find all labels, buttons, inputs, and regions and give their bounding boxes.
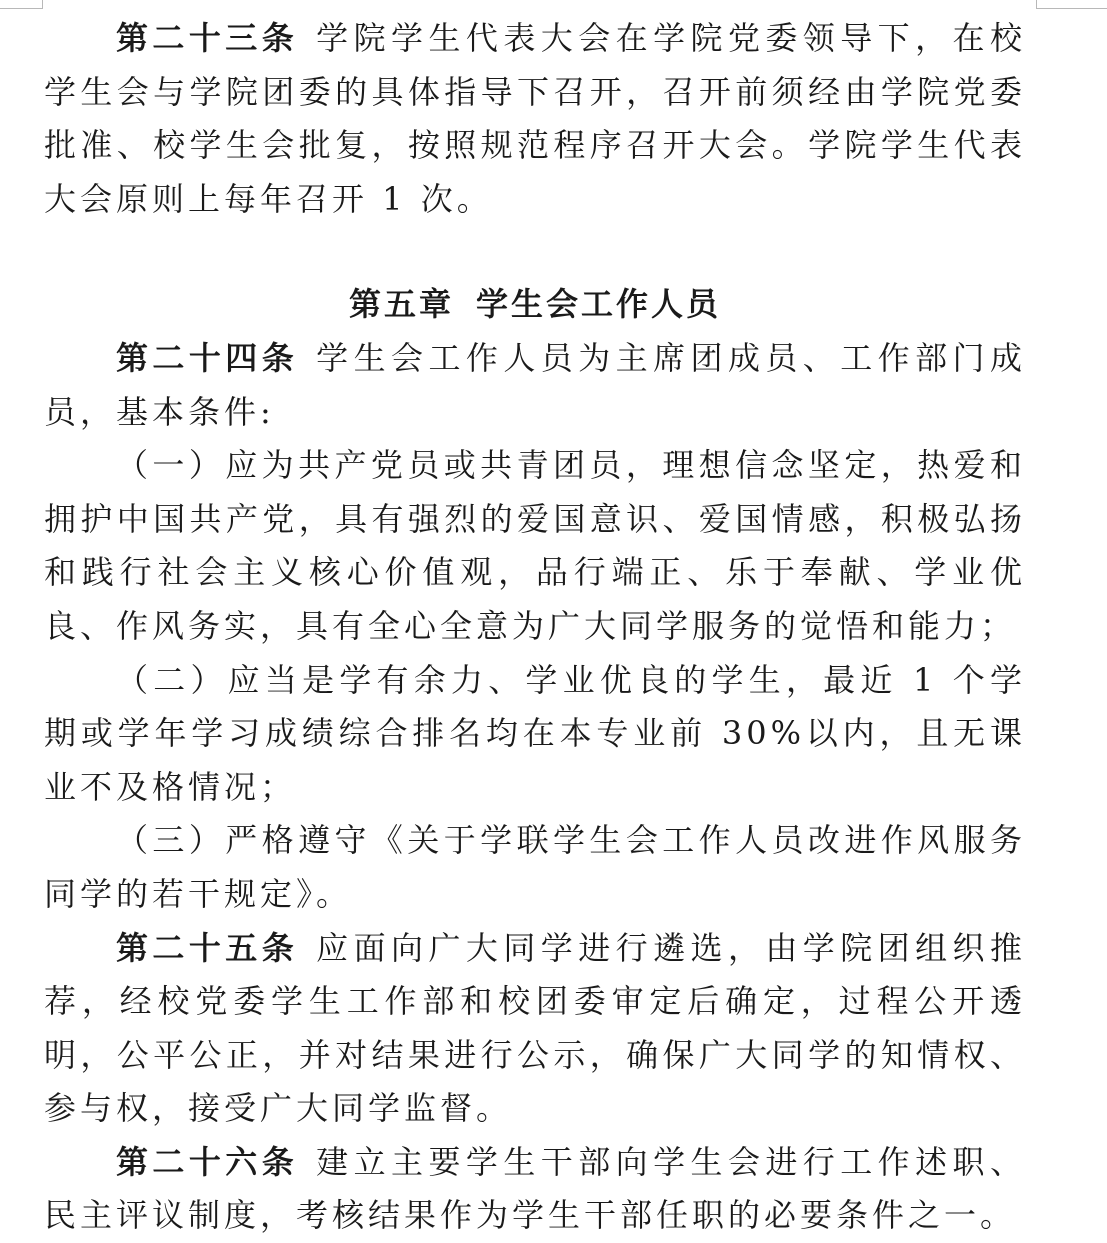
condition-item-2: （二）应当是学有余力、学业优良的学生，最近 1 个学期或学年学习成绩综合排名均在本专业前 30%以内，且无课业不及格情况； xyxy=(44,660,1026,806)
article-text: 应面向广大同学进行遴选，由学院团组织推荐，经校党委学生工作部和校团委审定后确定，过程公开透明，公平公正，并对结果进行公示，确保广大同学的知情权、参与权，接受广大同学监督。 xyxy=(44,928,1026,1128)
condition-item-3: （三）严格遵守《关于学联学生会工作人员改进作风服务同学的若干规定》。 xyxy=(44,821,1026,913)
article-label: 第二十五条 xyxy=(116,928,299,967)
section-spacer xyxy=(44,226,1026,278)
chapter-heading xyxy=(44,278,1026,332)
condition-item-1: （一）应为共产党员或共青团员，理想信念坚定，热爱和拥护中国共产党，具有强烈的爱国意识、爱国情感，积极弘扬和践行社会主义核心价值观，品行端正、乐于奉献、学业优良、作风务实，具有全心全意为广大同学服务的觉悟和能力； xyxy=(44,446,1026,645)
article-text: 建立主要学生干部向学生会进行工作述职、民主评议制度，考核结果作为学生干部任职的必要条件之一。 xyxy=(44,1142,1026,1235)
document-body xyxy=(44,12,1026,1243)
page-corner-mark-right xyxy=(1036,0,1107,9)
article-text: 学院学生代表大会在学院党委领导下，在校学生会与学院团委的具体指导下召开，召开前须经由学院党委批准、校学生会批复，按照规范程序召开大会。学院学生代表大会原则上每年召开 1 次。 xyxy=(44,19,1026,218)
article-label: 第二十四条 xyxy=(116,338,299,377)
article-23 xyxy=(44,12,1026,226)
article-label: 第二十三条 xyxy=(116,19,299,57)
chapter-title: 学生会工作人员 xyxy=(476,285,722,324)
article-24 xyxy=(44,332,1026,439)
article-26 xyxy=(44,1136,1026,1243)
page-corner-mark-left xyxy=(0,0,43,9)
article-25 xyxy=(44,922,1026,1136)
article-label: 第二十六条 xyxy=(116,1142,299,1181)
article-text: 学生会工作人员为主席团成员、工作部门成员，基本条件: xyxy=(44,338,1026,431)
chapter-number: 第五章 xyxy=(348,285,454,324)
